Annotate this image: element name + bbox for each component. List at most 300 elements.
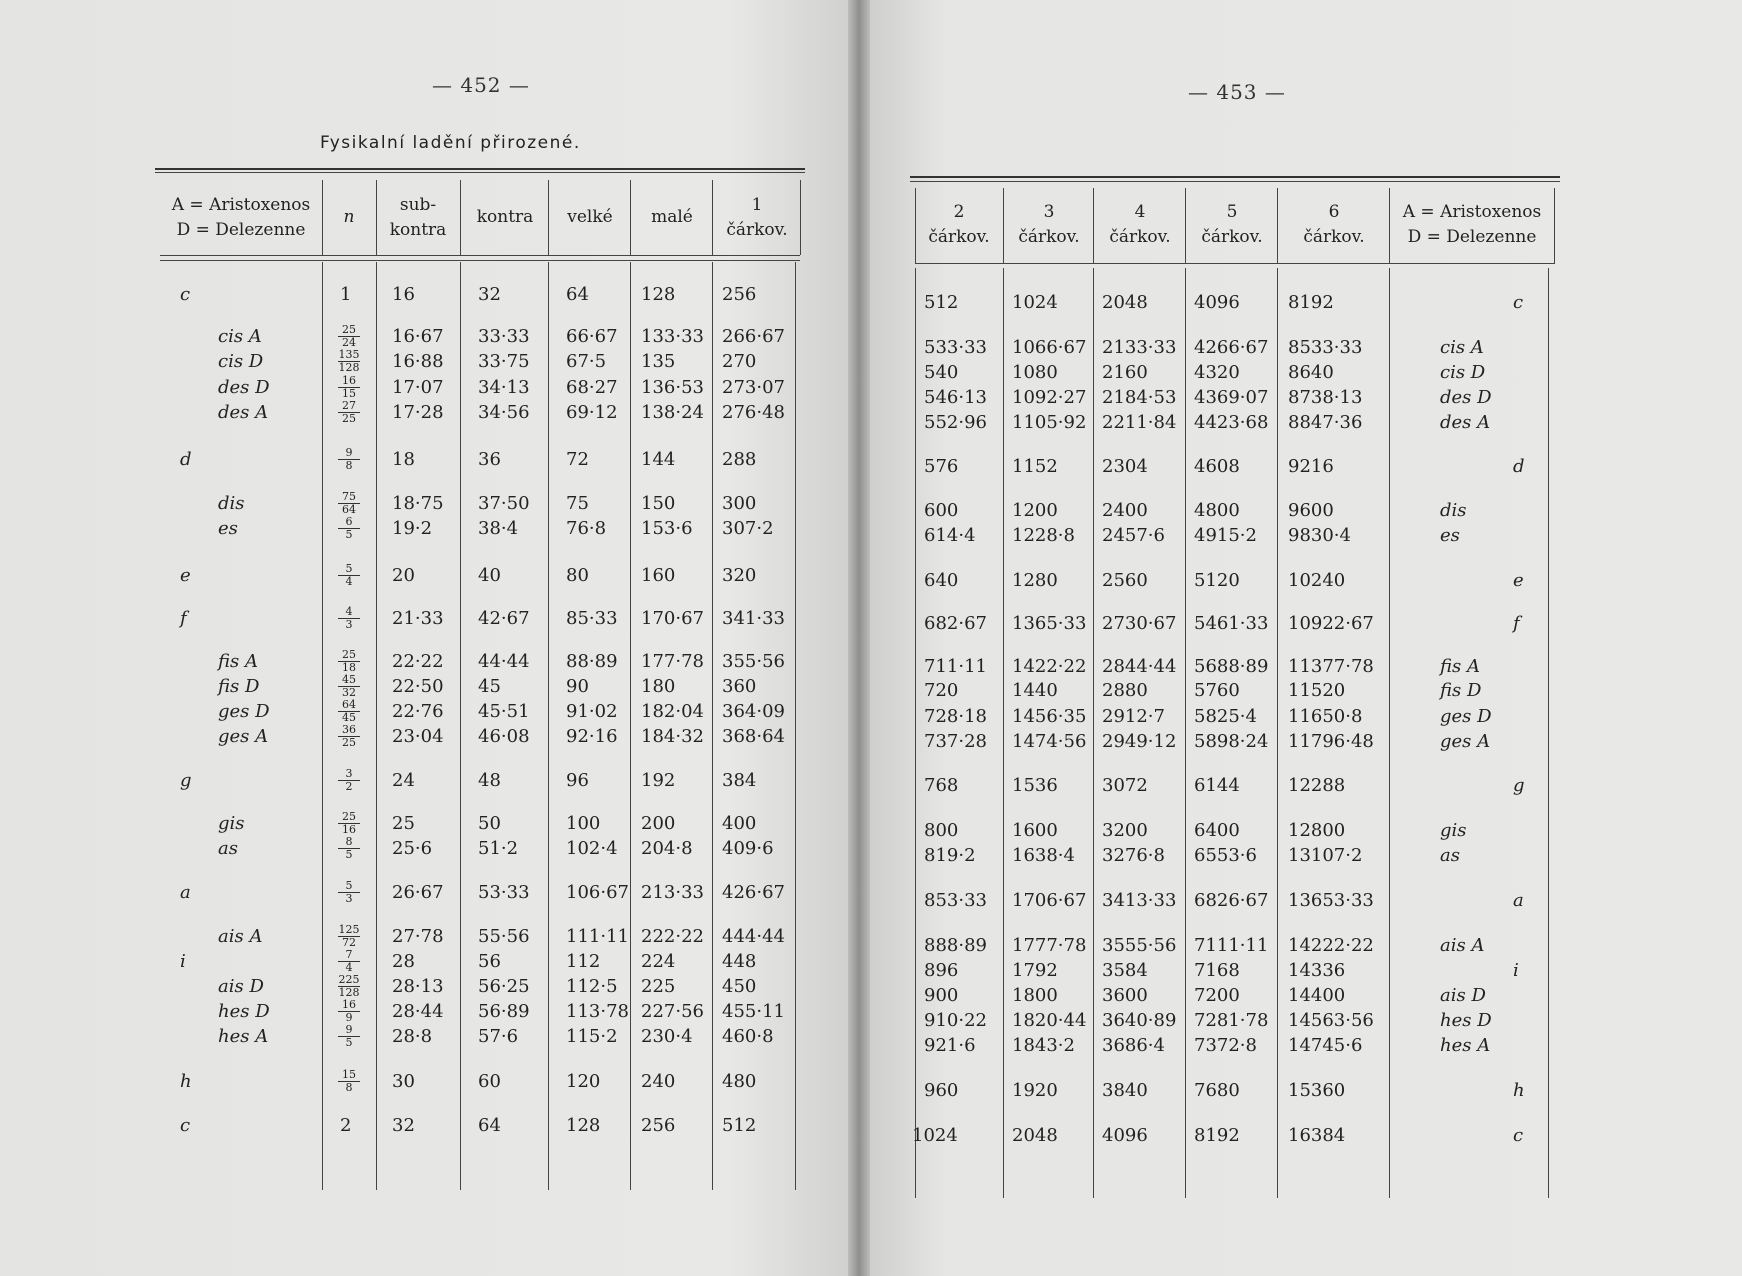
- ratio-denominator: 15: [342, 387, 356, 400]
- ratio-fraction: [338, 607, 360, 630]
- frequency-value: 33·75: [478, 351, 530, 372]
- frequency-value: 4915·2: [1194, 525, 1257, 546]
- ratio-fraction: [338, 1070, 360, 1093]
- ratio-numerator: 6: [338, 517, 360, 529]
- frequency-value: 16384: [1288, 1125, 1346, 1146]
- header-4-carkov: 4 čárkov.: [1109, 202, 1171, 247]
- frequency-value: 4423·68: [1194, 412, 1269, 433]
- frequency-value: 56·25: [478, 976, 530, 997]
- right-page: [858, 0, 1742, 1276]
- frequency-value: 3840: [1102, 1080, 1148, 1101]
- ratio-fraction: [338, 769, 360, 792]
- header-kontra: kontra: [476, 207, 534, 227]
- frequency-value: 112: [566, 951, 601, 972]
- frequency-value: 266·67: [722, 326, 785, 347]
- frequency-value: 1024: [912, 1125, 958, 1146]
- header-rule-right: [915, 263, 1555, 264]
- frequency-value: 120: [566, 1071, 601, 1092]
- frequency-value: 14222·22: [1288, 935, 1374, 956]
- frequency-value: 102·4: [566, 838, 618, 859]
- frequency-value: 18·75: [392, 493, 444, 514]
- frequency-value: 53·33: [478, 882, 530, 903]
- column-divider: [376, 262, 377, 1190]
- note-name: as: [218, 838, 238, 859]
- frequency-value: 11650·8: [1288, 706, 1363, 727]
- header-legend-right: A = Aristoxenos D = Delezenne: [1402, 202, 1542, 247]
- header-divider: [548, 180, 549, 255]
- frequency-value: 133·33: [641, 326, 704, 347]
- note-name: gis: [218, 813, 245, 834]
- frequency-value: 56: [478, 951, 501, 972]
- frequency-value: 1092·27: [1012, 387, 1087, 408]
- frequency-value: 2304: [1102, 456, 1148, 477]
- frequency-value: 546·13: [924, 387, 987, 408]
- ratio-fraction: [338, 1025, 360, 1048]
- ratio-numerator: 25: [338, 812, 360, 824]
- note-name: d: [180, 449, 192, 470]
- frequency-value: 160: [641, 565, 676, 586]
- frequency-value: 576: [924, 456, 959, 477]
- ratio-denominator: 3: [345, 892, 353, 905]
- ratio-numerator: 25: [338, 650, 360, 662]
- frequency-value: 64: [478, 1115, 501, 1136]
- frequency-value: 448: [722, 951, 757, 972]
- frequency-value: 409·6: [722, 838, 774, 859]
- frequency-value: 1280: [1012, 570, 1058, 591]
- frequency-value: 182·04: [641, 701, 704, 722]
- frequency-value: 2560: [1102, 570, 1148, 591]
- frequency-value: 28·13: [392, 976, 444, 997]
- frequency-value: 227·56: [641, 1001, 704, 1022]
- frequency-value: 1820·44: [1012, 1010, 1087, 1031]
- frequency-value: 13653·33: [1288, 890, 1374, 911]
- ratio-numerator: 125: [338, 923, 360, 936]
- header-rule-2: [160, 260, 800, 261]
- frequency-value: 115·2: [566, 1026, 618, 1047]
- frequency-value: 3413·33: [1102, 890, 1177, 911]
- column-divider: [915, 268, 916, 1198]
- frequency-value: 8533·33: [1288, 337, 1363, 358]
- frequency-value: 22·50: [392, 676, 444, 697]
- frequency-value: 533·33: [924, 337, 987, 358]
- header-divider: [1003, 188, 1004, 263]
- note-name: g: [1513, 775, 1525, 796]
- note-name: i: [180, 951, 186, 972]
- frequency-value: 4320: [1194, 362, 1240, 383]
- frequency-value: 256: [722, 284, 757, 305]
- frequency-value: 720: [924, 680, 959, 701]
- note-name: cis D: [218, 351, 264, 372]
- note-name: c: [180, 1115, 191, 1136]
- frequency-value: 12800: [1288, 820, 1346, 841]
- frequency-value: 225: [641, 976, 676, 997]
- note-name: e: [180, 565, 191, 586]
- ratio-denominator: 128: [338, 986, 360, 999]
- note-name: cis A: [218, 326, 262, 347]
- frequency-value: 460·8: [722, 1026, 774, 1047]
- ratio-numerator: 135: [338, 348, 360, 361]
- frequency-value: 14745·6: [1288, 1035, 1363, 1056]
- ratio-fraction: [338, 401, 360, 424]
- note-name: h: [1513, 1080, 1525, 1101]
- header-velke: velké: [567, 207, 613, 227]
- frequency-value: 45: [478, 676, 501, 697]
- frequency-value: 7281·78: [1194, 1010, 1269, 1031]
- note-name: fis A: [1440, 656, 1480, 677]
- frequency-value: 737·28: [924, 731, 987, 752]
- frequency-value: 540: [924, 362, 959, 383]
- frequency-value: 2211·84: [1102, 412, 1177, 433]
- frequency-value: 28·44: [392, 1001, 444, 1022]
- ratio-denominator: 4: [345, 961, 353, 974]
- frequency-value: 3600: [1102, 985, 1148, 1006]
- frequency-value: 3072: [1102, 775, 1148, 796]
- ratio-denominator: 8: [345, 459, 353, 472]
- ratio-denominator: 18: [342, 661, 356, 674]
- frequency-value: 5825·4: [1194, 706, 1257, 727]
- frequency-value: 88·89: [566, 651, 618, 672]
- frequency-value: 4096: [1102, 1125, 1148, 1146]
- frequency-value: 222·22: [641, 926, 704, 947]
- frequency-value: 224: [641, 951, 676, 972]
- ratio-denominator: 16: [342, 823, 356, 836]
- frequency-value: 15360: [1288, 1080, 1346, 1101]
- frequency-value: 38·4: [478, 518, 519, 539]
- note-name: es: [218, 518, 238, 539]
- frequency-value: 32: [392, 1115, 415, 1136]
- frequency-value: 6553·6: [1194, 845, 1257, 866]
- ratio-numerator: 25: [338, 325, 360, 337]
- ratio-denominator: 2: [345, 780, 353, 793]
- note-name: as: [1440, 845, 1460, 866]
- frequency-value: 3584: [1102, 960, 1148, 981]
- header-divider: [630, 180, 631, 255]
- header-divider: [712, 180, 713, 255]
- frequency-value: 512: [924, 292, 959, 313]
- frequency-value: 150: [641, 493, 676, 514]
- frequency-value: 135: [641, 351, 676, 372]
- frequency-value: 5760: [1194, 680, 1240, 701]
- frequency-value: 450: [722, 976, 757, 997]
- frequency-value: 1080: [1012, 362, 1058, 383]
- ratio-fraction: [338, 448, 360, 471]
- ratio-numerator: 3: [338, 769, 360, 781]
- frequency-value: 1456·35: [1012, 706, 1087, 727]
- header-divider: [460, 180, 461, 255]
- frequency-value: 153·6: [641, 518, 693, 539]
- frequency-value: 4608: [1194, 456, 1240, 477]
- frequency-value: 2949·12: [1102, 731, 1177, 752]
- note-name: fis D: [1440, 680, 1482, 701]
- note-name: ais D: [1440, 985, 1486, 1006]
- frequency-value: 51·2: [478, 838, 519, 859]
- frequency-value: 1777·78: [1012, 935, 1087, 956]
- ratio-numerator: 16: [338, 376, 360, 388]
- frequency-value: 3686·4: [1102, 1035, 1165, 1056]
- frequency-value: 8738·13: [1288, 387, 1363, 408]
- ratio-numerator: 4: [338, 607, 360, 619]
- frequency-value: 5461·33: [1194, 613, 1269, 634]
- book-gutter: [848, 0, 870, 1276]
- note-name: c: [1513, 1125, 1524, 1146]
- frequency-value: 45·51: [478, 701, 530, 722]
- header-divider: [376, 180, 377, 255]
- frequency-value: 11796·48: [1288, 731, 1374, 752]
- frequency-value: 28: [392, 951, 415, 972]
- frequency-value: 2457·6: [1102, 525, 1165, 546]
- frequency-value: 640: [924, 570, 959, 591]
- frequency-value: 7680: [1194, 1080, 1240, 1101]
- frequency-value: 10922·67: [1288, 613, 1374, 634]
- note-name: c: [180, 284, 191, 305]
- frequency-value: 960: [924, 1080, 959, 1101]
- frequency-value: 270: [722, 351, 757, 372]
- ratio-denominator: 4: [345, 575, 353, 588]
- frequency-value: 1638·4: [1012, 845, 1075, 866]
- frequency-value: 213·33: [641, 882, 704, 903]
- frequency-value: 400: [722, 813, 757, 834]
- frequency-value: 1365·33: [1012, 613, 1087, 634]
- frequency-value: 728·18: [924, 706, 987, 727]
- frequency-value: 273·07: [722, 377, 785, 398]
- frequency-value: 170·67: [641, 608, 704, 629]
- page-number-left: — 452 —: [432, 73, 530, 97]
- ratio-fraction: [338, 350, 360, 373]
- frequency-value: 426·67: [722, 882, 785, 903]
- frequency-value: 24: [392, 770, 415, 791]
- frequency-value: 8192: [1288, 292, 1334, 313]
- frequency-value: 92·16: [566, 726, 618, 747]
- note-name: ais D: [218, 976, 264, 997]
- ratio-denominator: 25: [342, 736, 356, 749]
- frequency-value: 7200: [1194, 985, 1240, 1006]
- ratio-numerator: 45: [338, 675, 360, 687]
- frequency-value: 9830·4: [1288, 525, 1351, 546]
- frequency-value: 42·67: [478, 608, 530, 629]
- frequency-value: 17·28: [392, 402, 444, 423]
- header-divider: [800, 180, 801, 255]
- header-rule: [160, 255, 800, 256]
- frequency-value: 2048: [1102, 292, 1148, 313]
- frequency-value: 57·6: [478, 1026, 519, 1047]
- ratio-numerator: 9: [338, 1025, 360, 1037]
- frequency-value: 7111·11: [1194, 935, 1269, 956]
- column-divider: [712, 262, 713, 1190]
- note-name: i: [1513, 960, 1519, 981]
- left-page: [0, 0, 858, 1276]
- note-name: d: [1513, 456, 1525, 477]
- frequency-value: 16·67: [392, 326, 444, 347]
- frequency-value: 55·56: [478, 926, 530, 947]
- frequency-value: 67·5: [566, 351, 607, 372]
- column-divider: [460, 262, 461, 1190]
- frequency-value: 16·88: [392, 351, 444, 372]
- ratio-denominator: 24: [342, 336, 356, 349]
- frequency-value: 4369·07: [1194, 387, 1269, 408]
- ratio-numerator: 9: [338, 448, 360, 460]
- ratio-fraction: [338, 925, 360, 948]
- frequency-value: 90: [566, 676, 589, 697]
- frequency-value: 1440: [1012, 680, 1058, 701]
- header-3-carkov: 3 čárkov.: [1018, 202, 1080, 247]
- frequency-value: 75: [566, 493, 589, 514]
- frequency-value: 3555·56: [1102, 935, 1177, 956]
- frequency-value: 80: [566, 565, 589, 586]
- frequency-value: 17·07: [392, 377, 444, 398]
- note-name: a: [1513, 890, 1524, 911]
- frequency-value: 360: [722, 676, 757, 697]
- frequency-value: 853·33: [924, 890, 987, 911]
- frequency-value: 22·22: [392, 651, 444, 672]
- column-divider: [795, 262, 796, 1190]
- frequency-value: 5120: [1194, 570, 1240, 591]
- frequency-value: 355·56: [722, 651, 785, 672]
- frequency-value: 34·13: [478, 377, 530, 398]
- frequency-value: 28·8: [392, 1026, 433, 1047]
- note-name: gis: [1440, 820, 1467, 841]
- frequency-value: 204·8: [641, 838, 693, 859]
- frequency-value: 819·2: [924, 845, 976, 866]
- header-divider: [322, 180, 323, 255]
- column-divider: [1277, 268, 1278, 1198]
- ratio-numerator: 225: [338, 973, 360, 986]
- frequency-value: 18: [392, 449, 415, 470]
- ratio-fraction: [338, 376, 360, 399]
- frequency-value: 444·44: [722, 926, 785, 947]
- frequency-value: 48: [478, 770, 501, 791]
- ratio-denominator: 64: [342, 503, 356, 516]
- frequency-value: 768: [924, 775, 959, 796]
- frequency-value: 144: [641, 449, 676, 470]
- frequency-value: 46·08: [478, 726, 530, 747]
- note-name: g: [180, 770, 192, 791]
- frequency-value: 56·89: [478, 1001, 530, 1022]
- ratio-n: 2: [340, 1115, 352, 1136]
- note-name: hes A: [218, 1026, 269, 1047]
- frequency-value: 136·53: [641, 377, 704, 398]
- frequency-value: 230·4: [641, 1026, 693, 1047]
- ratio-denominator: 5: [345, 848, 353, 861]
- frequency-value: 2048: [1012, 1125, 1058, 1146]
- note-name: ais A: [1440, 935, 1485, 956]
- header-subkontra: sub- kontra: [389, 195, 447, 240]
- ratio-fraction: [338, 837, 360, 860]
- header-divider: [1093, 188, 1094, 263]
- note-name: ges D: [1440, 706, 1492, 727]
- frequency-value: 4266·67: [1194, 337, 1269, 358]
- top-rule-thin: [155, 172, 805, 173]
- frequency-value: 128: [566, 1115, 601, 1136]
- column-divider: [1185, 268, 1186, 1198]
- frequency-value: 8847·36: [1288, 412, 1363, 433]
- frequency-value: 711·11: [924, 656, 987, 677]
- frequency-value: 4800: [1194, 500, 1240, 521]
- header-divider: [1554, 188, 1555, 263]
- ratio-denominator: 128: [338, 361, 360, 374]
- ratio-n: 1: [340, 284, 352, 305]
- ratio-fraction: [338, 675, 360, 698]
- note-name: ges D: [218, 701, 270, 722]
- frequency-value: 177·78: [641, 651, 704, 672]
- frequency-value: 34·56: [478, 402, 530, 423]
- frequency-value: 64: [566, 284, 589, 305]
- frequency-value: 32: [478, 284, 501, 305]
- ratio-fraction: [338, 975, 360, 998]
- note-name: des A: [1440, 412, 1491, 433]
- frequency-value: 33·33: [478, 326, 530, 347]
- frequency-value: 69·12: [566, 402, 618, 423]
- note-name: ges A: [1440, 731, 1491, 752]
- frequency-value: 888·89: [924, 935, 987, 956]
- ratio-denominator: 8: [345, 1081, 353, 1094]
- frequency-value: 200: [641, 813, 676, 834]
- frequency-value: 9600: [1288, 500, 1334, 521]
- ratio-numerator: 27: [338, 401, 360, 413]
- page-number-right: — 453 —: [1188, 80, 1286, 104]
- frequency-value: 26·67: [392, 882, 444, 903]
- frequency-value: 307·2: [722, 518, 774, 539]
- ratio-denominator: 3: [345, 618, 353, 631]
- ratio-fraction: [338, 517, 360, 540]
- ratio-numerator: 5: [338, 564, 360, 576]
- frequency-value: 2730·67: [1102, 613, 1177, 634]
- frequency-value: 184·32: [641, 726, 704, 747]
- frequency-value: 11377·78: [1288, 656, 1374, 677]
- ratio-numerator: 16: [338, 1000, 360, 1012]
- header-n: n: [343, 207, 355, 227]
- frequency-value: 19·2: [392, 518, 433, 539]
- header-divider: [1185, 188, 1186, 263]
- frequency-value: 1706·67: [1012, 890, 1087, 911]
- note-name: des D: [1440, 387, 1492, 408]
- frequency-value: 2160: [1102, 362, 1148, 383]
- frequency-value: 112·5: [566, 976, 618, 997]
- ratio-fraction: [338, 492, 360, 515]
- frequency-value: 1536: [1012, 775, 1058, 796]
- frequency-value: 7372·8: [1194, 1035, 1257, 1056]
- frequency-value: 256: [641, 1115, 676, 1136]
- column-divider: [1548, 268, 1549, 1198]
- frequency-value: 2880: [1102, 680, 1148, 701]
- frequency-value: 1792: [1012, 960, 1058, 981]
- note-name: e: [1513, 570, 1524, 591]
- header-1-carkov: 1 čárkov.: [726, 195, 788, 240]
- note-name: fis A: [218, 651, 258, 672]
- frequency-value: 20: [392, 565, 415, 586]
- ratio-numerator: 15: [338, 1070, 360, 1082]
- frequency-value: 1843·2: [1012, 1035, 1075, 1056]
- frequency-value: 1228·8: [1012, 525, 1075, 546]
- frequency-value: 1600: [1012, 820, 1058, 841]
- frequency-value: 614·4: [924, 525, 976, 546]
- header-divider: [915, 188, 916, 263]
- ratio-fraction: [338, 812, 360, 835]
- ratio-fraction: [338, 564, 360, 587]
- frequency-value: 13107·2: [1288, 845, 1363, 866]
- frequency-value: 23·04: [392, 726, 444, 747]
- note-name: es: [1440, 525, 1460, 546]
- frequency-value: 22·76: [392, 701, 444, 722]
- note-name: dis: [1440, 500, 1467, 521]
- frequency-value: 8640: [1288, 362, 1334, 383]
- frequency-value: 2400: [1102, 500, 1148, 521]
- frequency-value: 921·6: [924, 1035, 976, 1056]
- frequency-value: 240: [641, 1071, 676, 1092]
- frequency-value: 111·11: [566, 926, 629, 947]
- ratio-denominator: 9: [345, 1011, 353, 1024]
- ratio-denominator: 5: [345, 528, 353, 541]
- frequency-value: 25·6: [392, 838, 433, 859]
